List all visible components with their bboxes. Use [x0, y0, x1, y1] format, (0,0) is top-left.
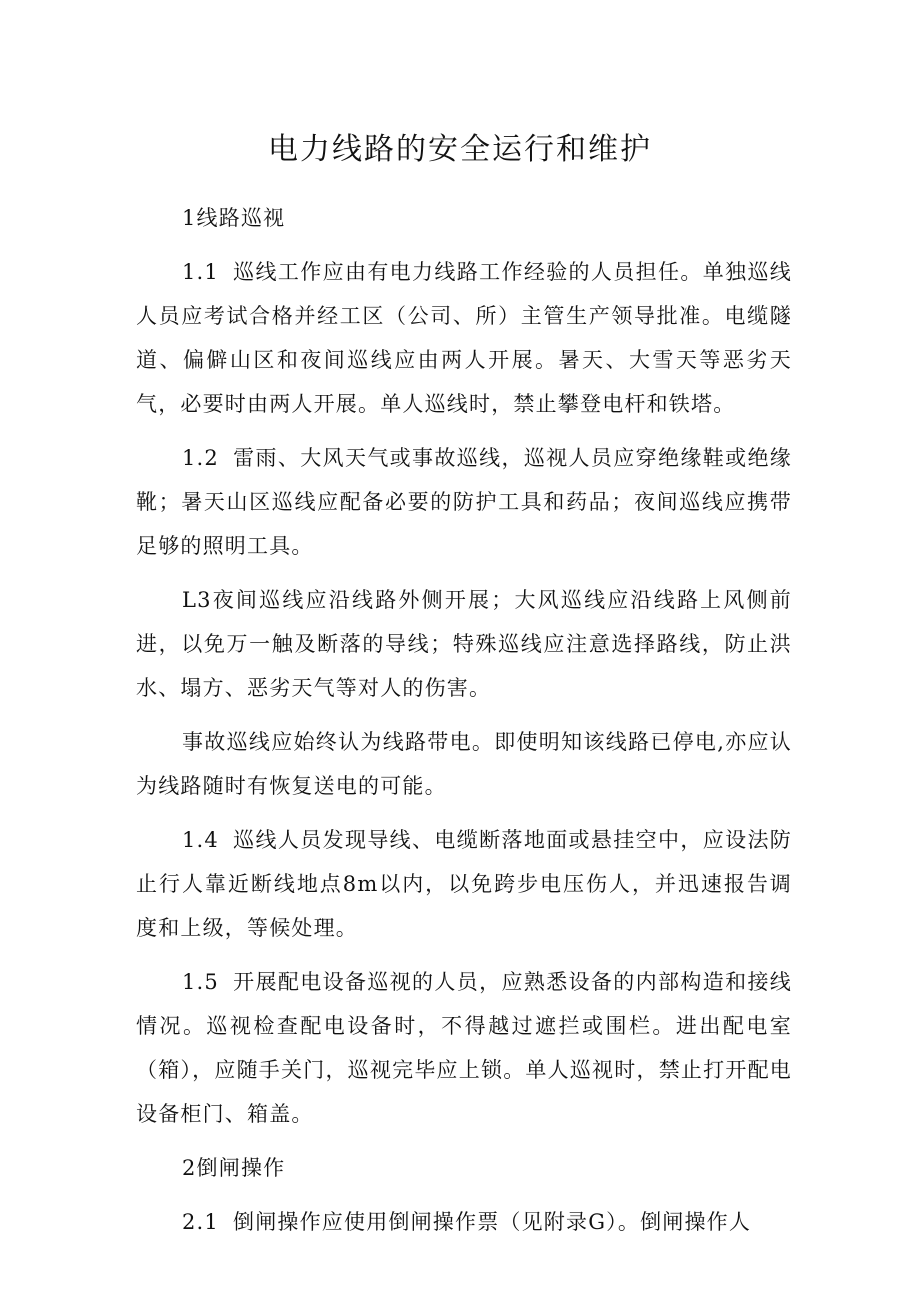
clause-number: 2.1: [182, 1210, 219, 1234]
paragraph-1-2: [136, 436, 792, 568]
paragraph-1-4: [136, 818, 792, 950]
paragraph-2-1: [136, 1200, 792, 1244]
document-title: 电力线路的安全运行和维护: [268, 132, 652, 167]
paragraph-1-5: [136, 960, 792, 1136]
clause-number: 1.5: [182, 970, 219, 994]
paragraph-text: L3夜间巡线应沿线路外侧开展；大风巡线应沿线路上风侧前进，以免万一触及断落的导线；特殊巡线应注意选择路线，防止洪水、塌方、恶劣天气等对人的伤害。: [136, 588, 792, 700]
paragraph-1-1: [136, 250, 792, 426]
document-body: [136, 196, 792, 1254]
paragraph-text: 开展配电设备巡视的人员，应熟悉设备的内部构造和接线情况。巡视检查配电设备时，不得越过遮拦或围栏。进出配电室（箱），应随手关门，巡视完毕应上锁。单人巡视时，禁止打开配电设备柜门、箱盖。: [136, 970, 792, 1126]
paragraph-text: 1线路巡视: [182, 206, 286, 230]
paragraph-text: 巡线人员发现导线、电缆断落地面或悬挂空中，应设法防止行人靠近断线地点8m以内，以免跨步电压伤人，并迅速报告调度和上级，等候处理。: [136, 828, 792, 940]
paragraph-text: 巡线工作应由有电力线路工作经验的人员担任。单独巡线人员应考试合格并经工区（公司、所）主管生产领导批准。电缆隧道、偏僻山区和夜间巡线应由两人开展。暑天、大雪天等恶劣天气，必要时由两人开展。单人巡线时，禁止攀登电杆和铁塔。: [136, 260, 792, 416]
clause-number: 1.1: [182, 260, 219, 284]
paragraph-accident-patrol: [136, 720, 792, 808]
paragraph-text: 事故巡线应始终认为线路带电。即使明知该线路已停电,亦应认为线路随时有恢复送电的可能。: [136, 730, 792, 798]
clause-number: 1.2: [182, 446, 219, 470]
paragraph-l3: [136, 578, 792, 710]
paragraph-text: 雷雨、大风天气或事故巡线，巡视人员应穿绝缘鞋或绝缘靴；暑天山区巡线应配备必要的防护工具和药品；夜间巡线应携带足够的照明工具。: [136, 446, 792, 558]
section-heading-1: [136, 196, 792, 240]
section-heading-2: [136, 1146, 792, 1190]
clause-number: 1.4: [182, 828, 219, 852]
paragraph-text: 倒闸操作应使用倒闸操作票（见附录G）。倒闸操作人: [233, 1210, 752, 1234]
paragraph-text: 2倒闸操作: [182, 1156, 286, 1180]
